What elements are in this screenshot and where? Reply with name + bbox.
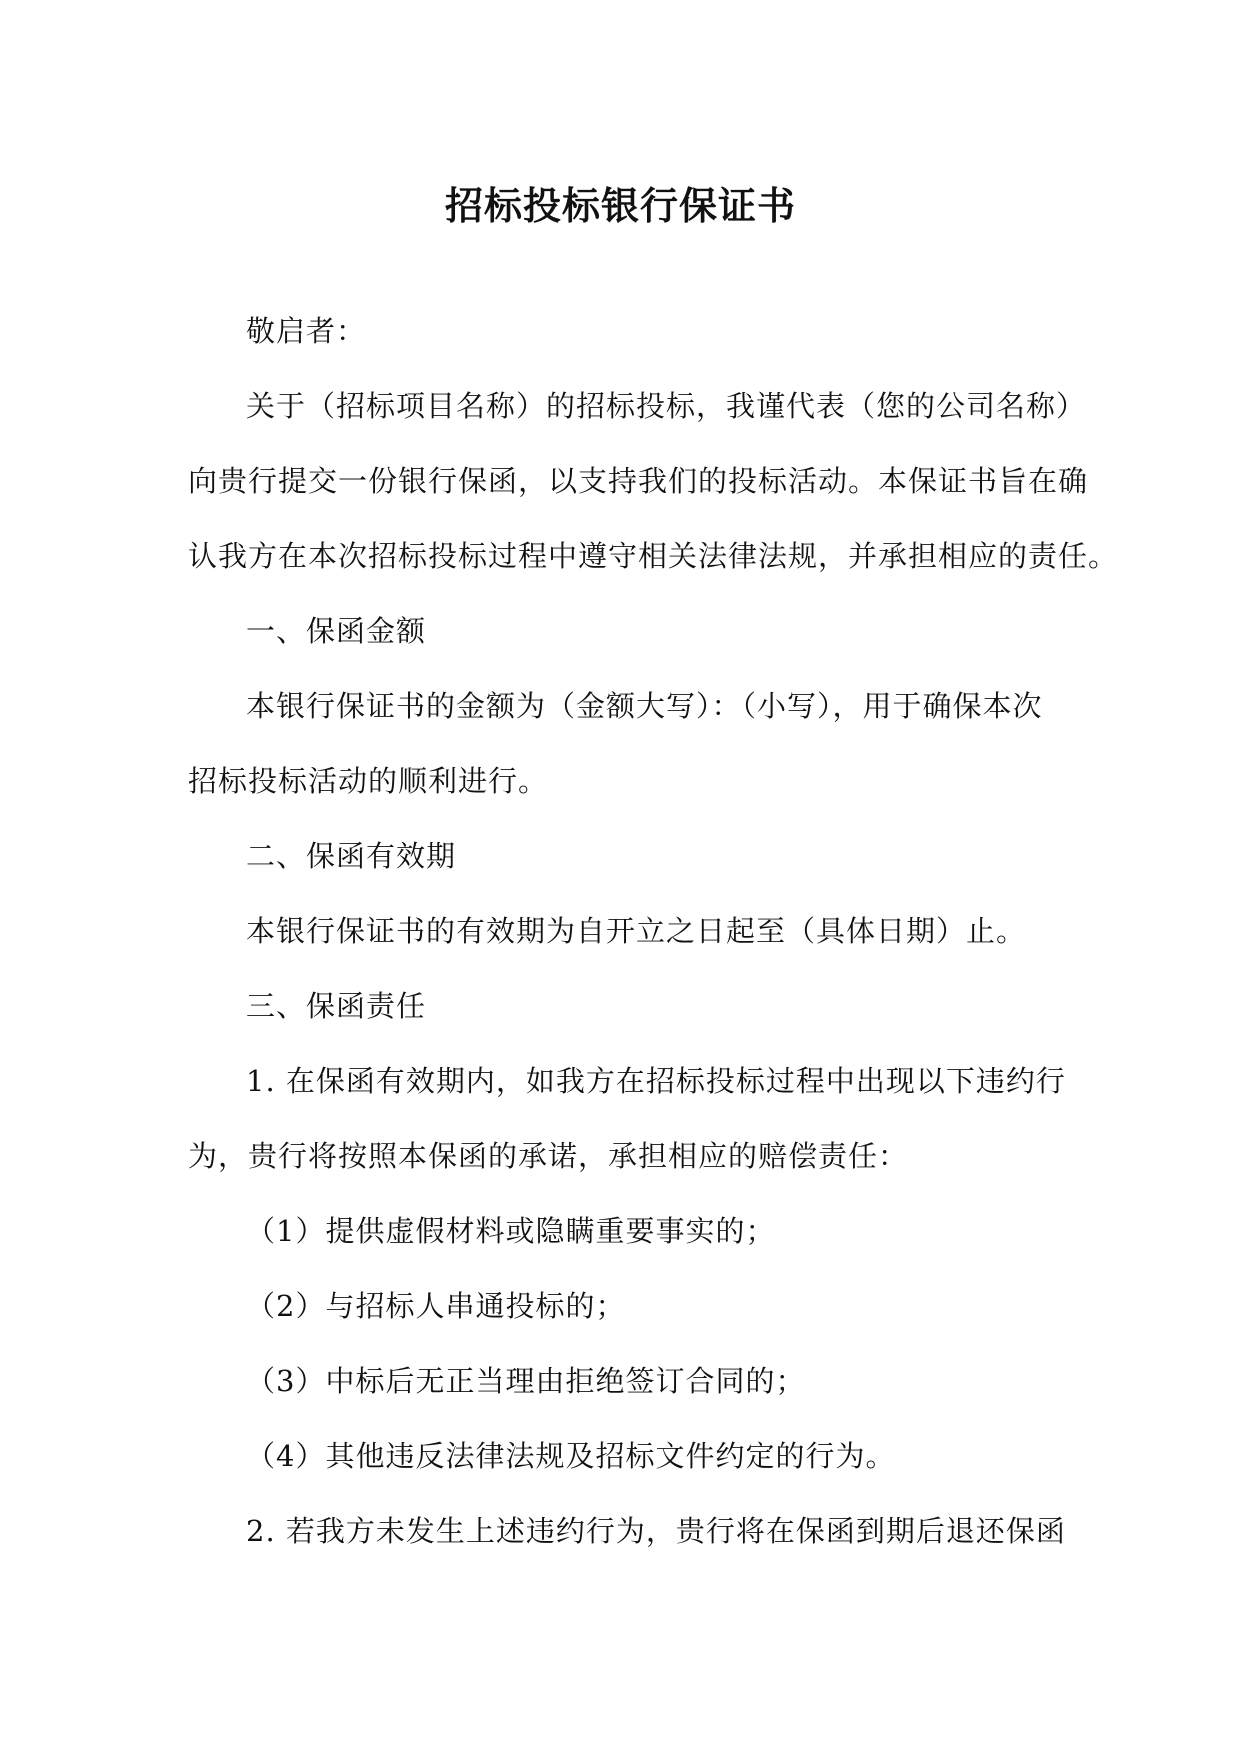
sub-item: （1）提供虚假材料或隐瞒重要事实的； [246,1214,776,1248]
paragraph-line: 本银行保证书的金额为（金额大写）：（小写），用于确保本次 [246,689,1043,723]
numbered-item: 1. 在保函有效期内，如我方在招标投标过程中出现以下违约行 [246,1064,1066,1098]
sub-item: （4）其他违反法律法规及招标文件约定的行为。 [246,1439,896,1473]
paragraph-line: 关于（招标项目名称）的招标投标，我谨代表（您的公司名称） [246,389,1087,423]
section-heading: 三、保函责任 [246,989,427,1023]
numbered-item: 2. 若我方未发生上述违约行为，贵行将在保函到期后退还保函 [246,1514,1066,1548]
paragraph-line: 向贵行提交一份银行保函，以支持我们的投标活动。本保证书旨在确 [188,464,1089,498]
paragraph-line: 本银行保证书的有效期为自开立之日起至（具体日期）止。 [246,914,1027,948]
paragraph-line: 招标投标活动的顺利进行。 [188,764,549,798]
paragraph-line: 认我方在本次招标投标过程中遵守相关法律法规，并承担相应的责任。 [188,539,1119,573]
salutation: 敬启者： [246,314,367,348]
section-heading: 二、保函有效期 [246,839,457,873]
sub-item: （2）与招标人串通投标的； [246,1289,626,1323]
section-heading: 一、保函金额 [246,614,427,648]
document-title: 招标投标银行保证书 [444,183,796,228]
sub-item: （3）中标后无正当理由拒绝签订合同的； [246,1364,806,1398]
paragraph-line: 为，贵行将按照本保函的承诺，承担相应的赔偿责任： [188,1139,909,1173]
